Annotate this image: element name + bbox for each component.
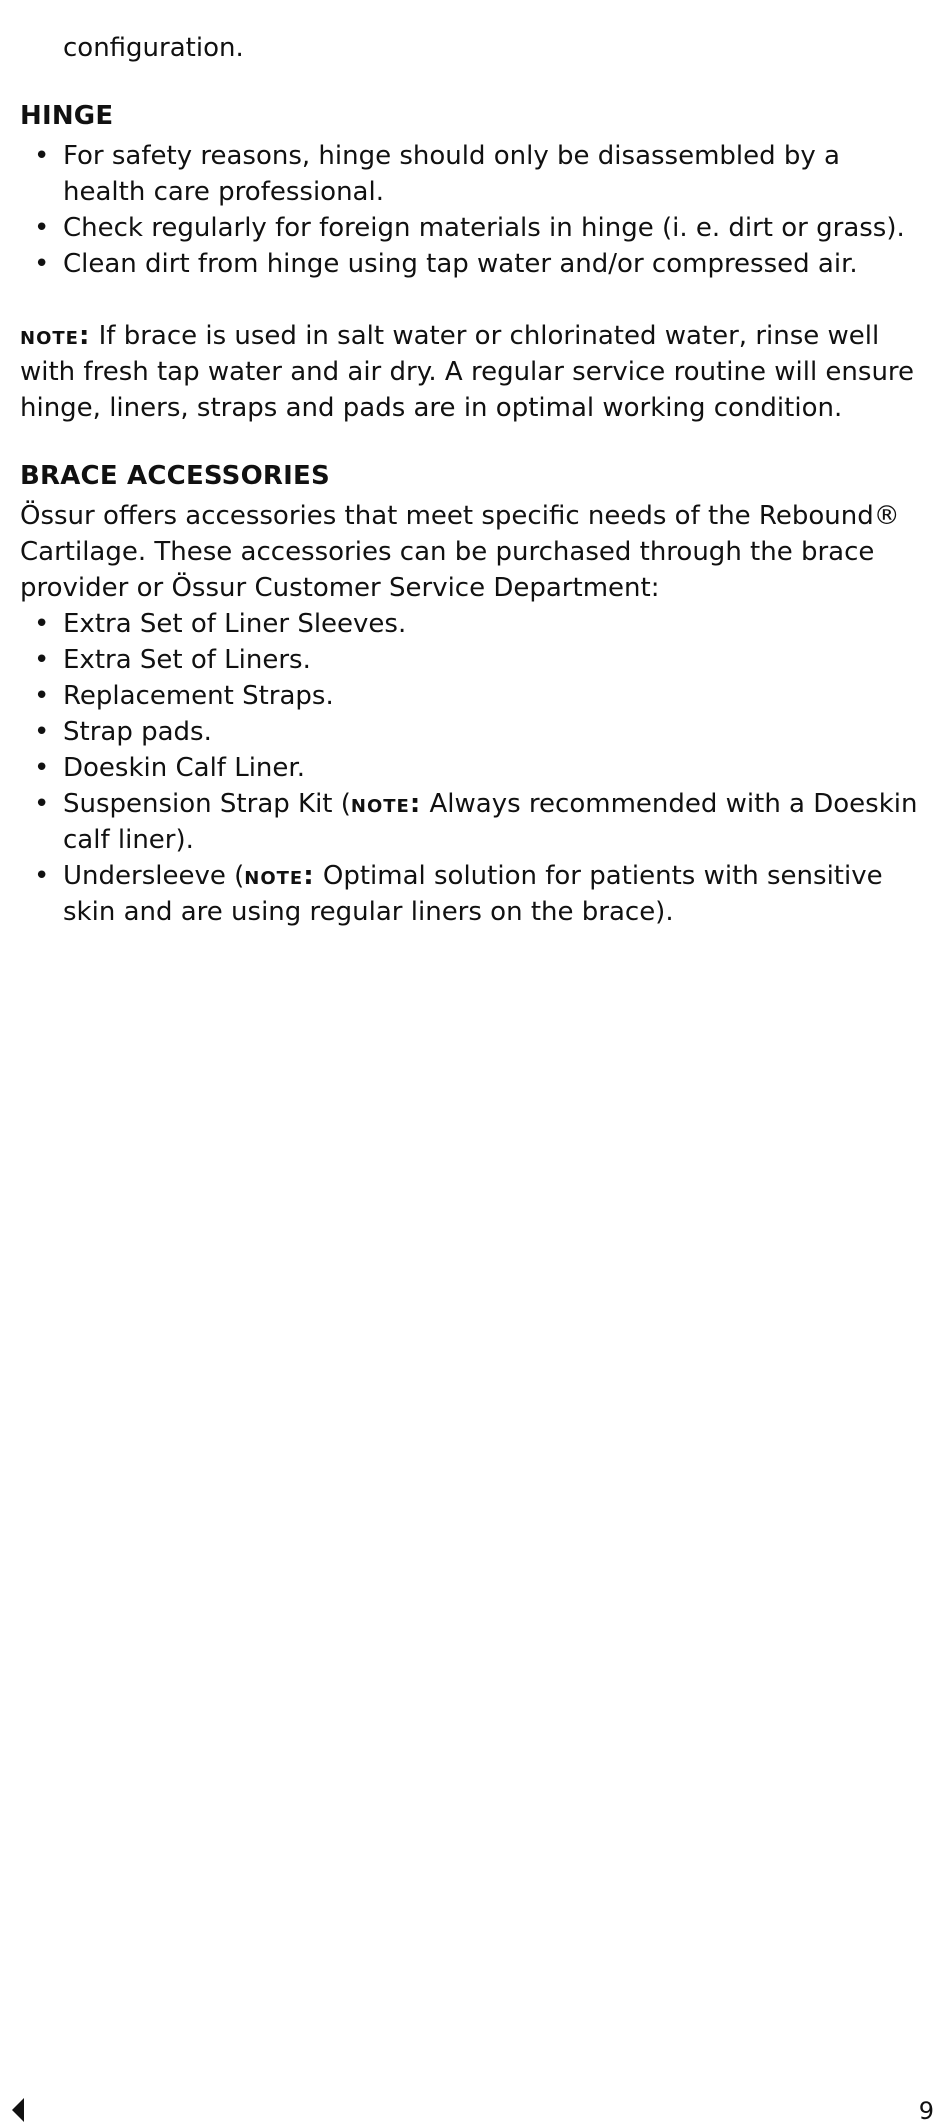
bullet-icon: • <box>34 645 50 675</box>
hinge-list <box>20 138 920 282</box>
bullet-icon: • <box>34 789 50 819</box>
note-label: note: <box>244 861 315 891</box>
note-label: note: <box>20 321 91 351</box>
list-item: • Replacement Straps. <box>20 678 920 714</box>
list-item: • Check regularly for foreign materials in hinge (i. e. dirt or grass). <box>20 210 920 246</box>
bullet-icon: • <box>34 141 50 171</box>
continuation-text: configuration. <box>63 33 244 63</box>
document-page <box>20 0 920 930</box>
bullet-icon: • <box>34 861 50 891</box>
list-item: • Clean dirt from hinge using tap water and/or compressed air. <box>20 246 920 282</box>
bullet-icon: • <box>34 753 50 783</box>
list-item: • Strap pads. <box>20 714 920 750</box>
list-item: • For safety reasons, hinge should only be disassembled by a health care professional. <box>20 138 920 210</box>
bullet-icon: • <box>34 681 50 711</box>
hinge-heading: HINGE <box>20 101 114 131</box>
triangle-left-icon[interactable] <box>12 2098 24 2122</box>
list-item: • Undersleeve (note: Optimal solution for patients with sensitive skin and are using regular liners on the brace). <box>20 858 920 930</box>
list-item: • Extra Set of Liner Sleeves. <box>20 606 920 642</box>
list-item: • Extra Set of Liners. <box>20 642 920 678</box>
bullet-icon: • <box>34 213 50 243</box>
bullet-icon: • <box>34 609 50 639</box>
note-label: note: <box>350 789 422 819</box>
bullet-icon: • <box>34 717 50 747</box>
page-number: 9 <box>918 2097 934 2125</box>
note-paragraph <box>20 318 920 426</box>
accessories-heading: BRACE ACCESSORIES <box>20 461 330 491</box>
note-text: If brace is used in salt water or chlorinated water, rinse well with fresh tap water and air dry. A regular service routine will ensure hinge, liners, straps and pads are in optimal working condition. <box>20 321 915 423</box>
accessories-intro: Össur offers accessories that meet specific needs of the Rebound® Cartilage. These accessories can be purchased through the brace provider or Össur Customer Service Department: <box>20 501 900 603</box>
list-item: • Doeskin Calf Liner. <box>20 750 920 786</box>
list-item: • Suspension Strap Kit (note: Always recommended with a Doeskin calf liner). <box>20 786 920 858</box>
accessories-list <box>20 606 920 930</box>
bullet-icon: • <box>34 249 50 279</box>
